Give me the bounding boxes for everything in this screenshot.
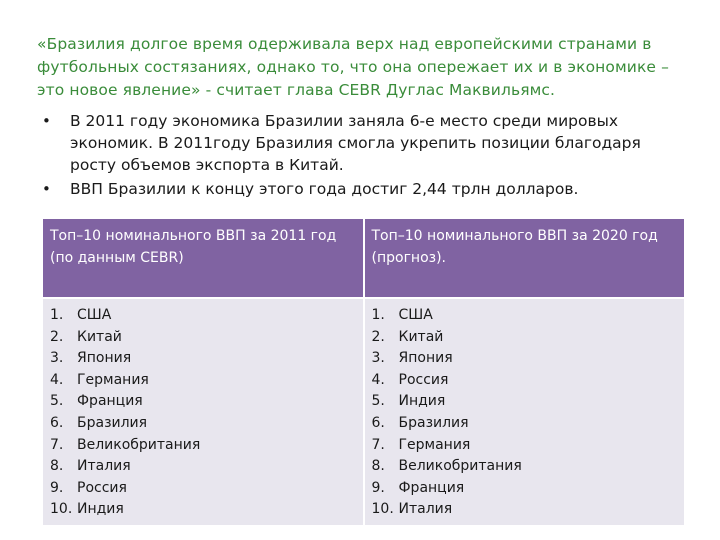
country-name: Бразилия: [77, 414, 148, 431]
list-item: [50, 348, 357, 370]
bullet-dot-icon: •: [42, 180, 51, 198]
list-item: [372, 348, 679, 370]
list-item: [50, 391, 357, 413]
bullet-text: ВВП Бразилии к концу этого года достиг 2,44 трлн долларов.: [70, 180, 579, 198]
bullet-list: [42, 110, 682, 202]
list-item: [50, 370, 357, 392]
rank-number: 7.: [371, 436, 385, 453]
table-row: [43, 298, 684, 525]
list-item: [50, 478, 357, 500]
country-name: США: [398, 307, 433, 323]
country-name: Франция: [77, 393, 143, 410]
rank-number: 7.: [50, 436, 64, 453]
rank-number: 10.: [50, 501, 73, 518]
rank-number: 8.: [371, 458, 385, 475]
list-item: [372, 370, 679, 392]
country-name: Великобритания: [398, 458, 522, 475]
rank-number: 9.: [50, 479, 64, 496]
list-item: [372, 456, 679, 478]
table-header-row: [43, 219, 684, 298]
country-name: Россия: [77, 479, 127, 496]
rank-number: 6.: [371, 414, 385, 431]
rank-number: 9.: [371, 479, 385, 496]
ranking-list-2011: [50, 305, 357, 521]
rank-number: 2.: [50, 328, 64, 345]
country-name: Италия: [77, 458, 131, 475]
list-item: [50, 305, 357, 327]
country-name: Япония: [398, 350, 453, 367]
quote-text: «Бразилия долгое время одерживала верх над европейскими странами в футбольных состязаниях, однако то, что она опережает их и в экономике – это новое явление» - считает глава CEBR Дуглас Маквильямс.: [37, 35, 669, 99]
country-name: Россия: [398, 371, 449, 388]
list-item: [372, 413, 679, 435]
rank-number: 5.: [371, 393, 385, 410]
country-name: Китай: [398, 328, 444, 345]
list-item: [50, 327, 357, 349]
country-name: Китай: [77, 328, 122, 345]
country-name: Франция: [398, 479, 465, 496]
country-name: Япония: [77, 350, 132, 367]
ranking-cell-2011: [43, 298, 364, 525]
rank-number: 10.: [371, 501, 394, 518]
ranking-cell-2020: [364, 298, 685, 525]
country-name: Великобритания: [77, 436, 201, 453]
list-item: [50, 413, 357, 435]
country-name: Индия: [77, 501, 124, 518]
bullet-text: В 2011 году экономика Бразилии заняла 6-е место среди мировых экономик. В 2011году Бразилия смогла укрепить позиции благодаря росту объемов экспорта в Китай.: [70, 112, 641, 174]
list-item: [50, 435, 357, 457]
country-name: США: [77, 307, 112, 323]
list-item: [372, 327, 679, 349]
bullet-dot-icon: •: [42, 112, 51, 130]
rank-number: 4.: [50, 371, 64, 388]
list-item: [372, 305, 679, 327]
country-name: Бразилия: [398, 414, 469, 431]
list-item: [50, 499, 357, 521]
ranking-list-2020: [372, 305, 679, 521]
list-item: [372, 478, 679, 500]
bullet-item: [42, 110, 682, 176]
rank-number: 3.: [371, 350, 385, 367]
rank-number: 5.: [50, 393, 64, 410]
gdp-ranking-table: [43, 219, 684, 525]
rank-number: 3.: [50, 350, 64, 367]
list-item: [372, 435, 679, 457]
country-name: Германия: [398, 436, 471, 453]
rank-number: 4.: [371, 371, 385, 388]
list-item: [372, 499, 679, 521]
country-name: Германия: [77, 371, 149, 388]
rank-number: 2.: [371, 328, 385, 345]
rank-number: 8.: [50, 458, 64, 475]
bullet-item: [42, 178, 682, 200]
list-item: [372, 391, 679, 413]
list-item: [50, 456, 357, 478]
rank-number: 6.: [50, 414, 64, 431]
country-name: Индия: [398, 393, 446, 410]
column-header-2020: Топ–10 номинального ВВП за 2020 год (прогноз).: [364, 219, 685, 298]
column-header-2011: Топ–10 номинального ВВП за 2011 год (по данным CEBR): [43, 219, 364, 298]
rank-number: 1.: [50, 307, 64, 323]
country-name: Италия: [398, 501, 453, 518]
rank-number: 1.: [371, 307, 385, 323]
